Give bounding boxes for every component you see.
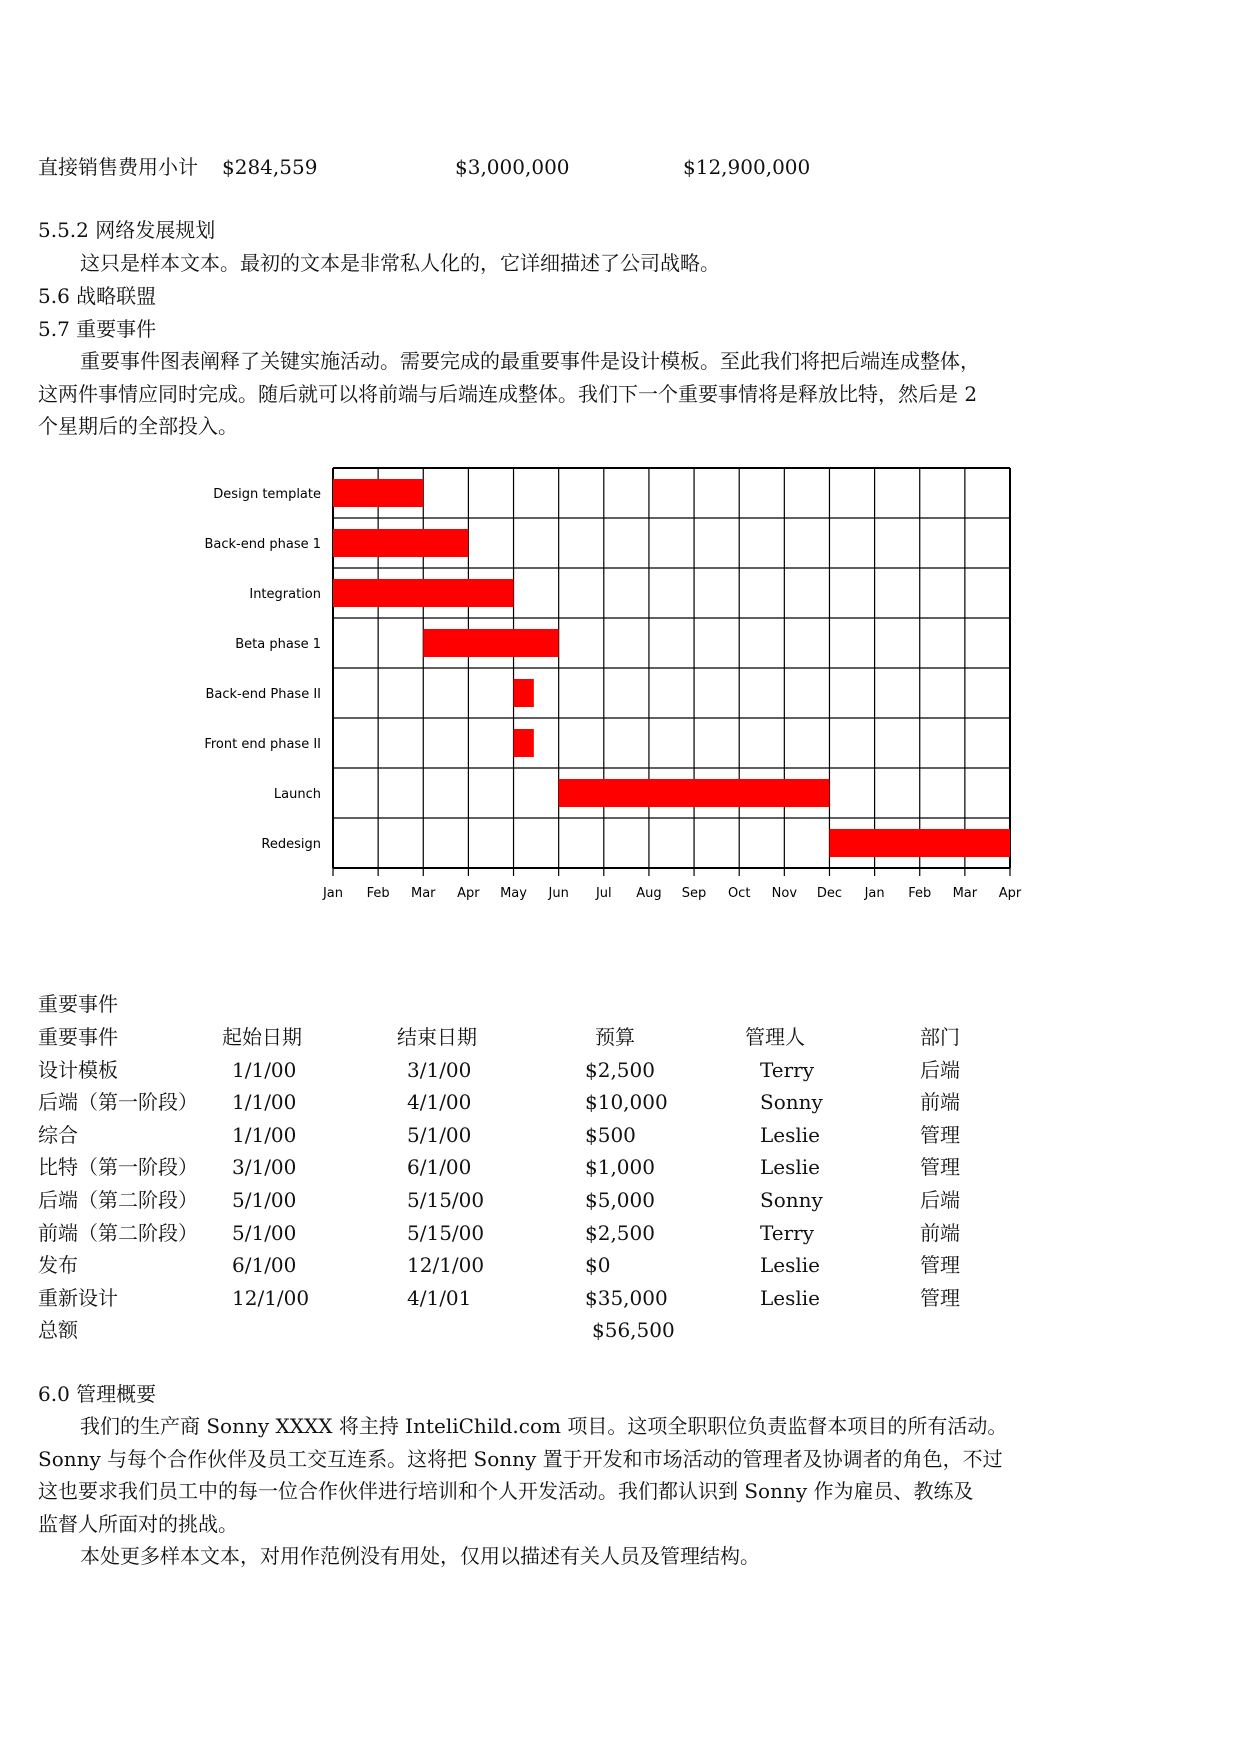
table-header-cell: 预算 xyxy=(595,1025,635,1049)
table-cell: $1,000 xyxy=(585,1155,655,1180)
table-cell: 5/15/00 xyxy=(407,1220,485,1245)
month-tick-label: Oct xyxy=(727,886,751,901)
table-cell: 管理 xyxy=(920,1285,960,1310)
month-tick-label: May xyxy=(500,886,527,901)
month-tick-label: Mar xyxy=(411,886,436,901)
table-cell: 比特（第一阶段） xyxy=(38,1155,198,1180)
table-total-value: $56,500 xyxy=(592,1318,675,1343)
table-cell: Sonny xyxy=(760,1090,823,1115)
table-cell: 发布 xyxy=(38,1253,78,1278)
body-line: 本处更多样本文本，对用作范例没有用处，仅用以描述有关人员及管理结构。 xyxy=(80,1544,760,1568)
table-cell: 3/1/00 xyxy=(232,1155,297,1180)
gantt-bar xyxy=(559,779,830,807)
task-label: Back-end phase 1 xyxy=(204,537,321,552)
table-cell: Terry xyxy=(760,1057,815,1082)
cost-subtotal-value-3: $12,900,000 xyxy=(683,155,811,179)
month-tick-label: Feb xyxy=(908,886,932,901)
table-caption: 重要事件 xyxy=(38,992,118,1016)
task-label: Design template xyxy=(213,487,321,502)
section-heading-552: 5.5.2 网络发展规划 xyxy=(38,218,216,242)
table-header-cell: 重要事件 xyxy=(38,1025,118,1049)
table-cell: $2,500 xyxy=(585,1220,655,1245)
table-cell: 6/1/00 xyxy=(232,1253,297,1278)
section-heading-56: 5.6 战略联盟 xyxy=(38,284,157,308)
month-tick-label: Dec xyxy=(816,886,843,901)
gantt-bar xyxy=(333,529,468,557)
gantt-bar xyxy=(333,579,514,607)
table-cell: 5/15/00 xyxy=(407,1188,485,1212)
table-cell: 3/1/00 xyxy=(407,1057,472,1082)
table-cell: 6/1/00 xyxy=(407,1155,472,1180)
month-tick-label: Sep xyxy=(681,886,707,901)
task-label: Back-end Phase II xyxy=(205,687,321,702)
table-cell: 前端 xyxy=(920,1090,960,1115)
table-cell: 管理 xyxy=(920,1122,960,1147)
table-cell: 5/1/00 xyxy=(232,1188,297,1212)
table-cell: 后端（第二阶段） xyxy=(38,1188,198,1212)
table-cell: 后端（第一阶段） xyxy=(38,1090,198,1115)
body-line: 个星期后的全部投入。 xyxy=(38,414,238,438)
table-cell: 4/1/01 xyxy=(407,1285,472,1310)
month-tick-label: Apr xyxy=(457,886,480,901)
month-tick-label: Apr xyxy=(998,886,1022,901)
gantt-bar xyxy=(514,729,534,757)
table-cell: $35,000 xyxy=(585,1285,668,1310)
section-heading-60: 6.0 管理概要 xyxy=(38,1382,157,1406)
month-tick-label: Jul xyxy=(595,886,612,901)
table-cell: Leslie xyxy=(760,1122,821,1147)
task-label: Front end phase II xyxy=(204,737,321,752)
month-tick-label: Aug xyxy=(636,886,662,901)
body-line: 我们的生产商 Sonny XXXX 将主持 InteliChild.com 项目。这项全职职位负责监督本项目的所有活动。 xyxy=(80,1414,1008,1438)
section-heading-57: 5.7 重要事件 xyxy=(38,317,157,341)
table-cell: Terry xyxy=(760,1220,815,1245)
table-cell: $5,000 xyxy=(585,1188,655,1212)
table-cell: 12/1/00 xyxy=(232,1285,310,1310)
body-line: 重要事件图表阐释了关键实施活动。需要完成的最重要事件是设计模板。至此我们将把后端连成整体， xyxy=(80,349,980,373)
task-label: Beta phase 1 xyxy=(235,637,321,652)
table-cell: 后端 xyxy=(920,1057,960,1082)
table-cell: $10,000 xyxy=(585,1090,668,1115)
table-cell: $0 xyxy=(585,1253,611,1278)
table-cell: 管理 xyxy=(920,1155,960,1180)
table-cell: 设计模板 xyxy=(38,1057,118,1082)
cost-subtotal-value-1: $284,559 xyxy=(222,155,318,179)
cost-subtotal-value-2: $3,000,000 xyxy=(455,155,570,179)
table-cell: Sonny xyxy=(760,1188,823,1212)
month-tick-label: Jan xyxy=(322,886,344,901)
table-cell: Leslie xyxy=(760,1285,821,1310)
table-cell: 12/1/00 xyxy=(407,1253,485,1278)
table-cell: 前端（第二阶段） xyxy=(38,1220,198,1245)
table-cell: 5/1/00 xyxy=(407,1122,472,1147)
table-cell: 1/1/00 xyxy=(232,1122,297,1147)
table-cell: Leslie xyxy=(760,1253,821,1278)
table-header-cell: 管理人 xyxy=(745,1025,805,1049)
table-header-cell: 部门 xyxy=(920,1025,960,1049)
table-cell: Leslie xyxy=(760,1155,821,1180)
gantt-bar xyxy=(333,479,423,507)
cost-subtotal-label: 直接销售费用小计 xyxy=(38,155,198,179)
table-cell: 综合 xyxy=(38,1122,78,1147)
table-cell: $500 xyxy=(585,1122,636,1147)
body-line: 这两件事情应同时完成。随后就可以将前端与后端连成整体。我们下一个重要事情将是释放比特，然后是 2 xyxy=(38,381,978,406)
table-cell: 1/1/00 xyxy=(232,1057,297,1082)
table-cell: 1/1/00 xyxy=(232,1090,297,1115)
table-cell: $2,500 xyxy=(585,1057,655,1082)
table-cell: 管理 xyxy=(920,1253,960,1278)
task-label: Launch xyxy=(273,787,321,802)
task-label: Integration xyxy=(249,587,321,602)
table-header-cell: 结束日期 xyxy=(397,1025,477,1049)
table-total-label: 总额 xyxy=(38,1318,78,1343)
table-cell: 重新设计 xyxy=(38,1285,118,1310)
month-tick-label: Feb xyxy=(366,886,390,901)
section-body-57 xyxy=(38,345,1058,443)
table-cell: 4/1/00 xyxy=(407,1090,472,1115)
body-line: 这也要求我们员工中的每一位合作伙伴进行培训和个人开发活动。我们都认识到 Sonny 作为雇员、教练及 xyxy=(38,1479,974,1503)
table-cell: 5/1/00 xyxy=(232,1220,297,1245)
gantt-bar xyxy=(829,829,1010,857)
month-tick-label: Nov xyxy=(771,886,798,901)
table-cell: 后端 xyxy=(920,1188,960,1212)
body-line: 监督人所面对的挑战。 xyxy=(38,1511,238,1536)
month-tick-label: Jan xyxy=(864,886,885,901)
task-label: Redesign xyxy=(261,837,321,852)
month-tick-label: Jun xyxy=(548,886,569,901)
section-body-552: 这只是样本文本。最初的文本是非常私人化的，它详细描述了公司战略。 xyxy=(80,251,720,275)
table-header-cell: 起始日期 xyxy=(222,1025,302,1049)
gantt-bar xyxy=(514,679,534,707)
body-line: Sonny 与每个合作伙伴及员工交互连系。这将把 Sonny 置于开发和市场活动的管理者及协调者的角色，不过 xyxy=(38,1446,1003,1471)
gantt-bar xyxy=(423,629,558,657)
section-body-60 xyxy=(38,1410,1058,1573)
month-tick-label: Mar xyxy=(952,886,978,901)
table-cell: 前端 xyxy=(920,1220,960,1245)
